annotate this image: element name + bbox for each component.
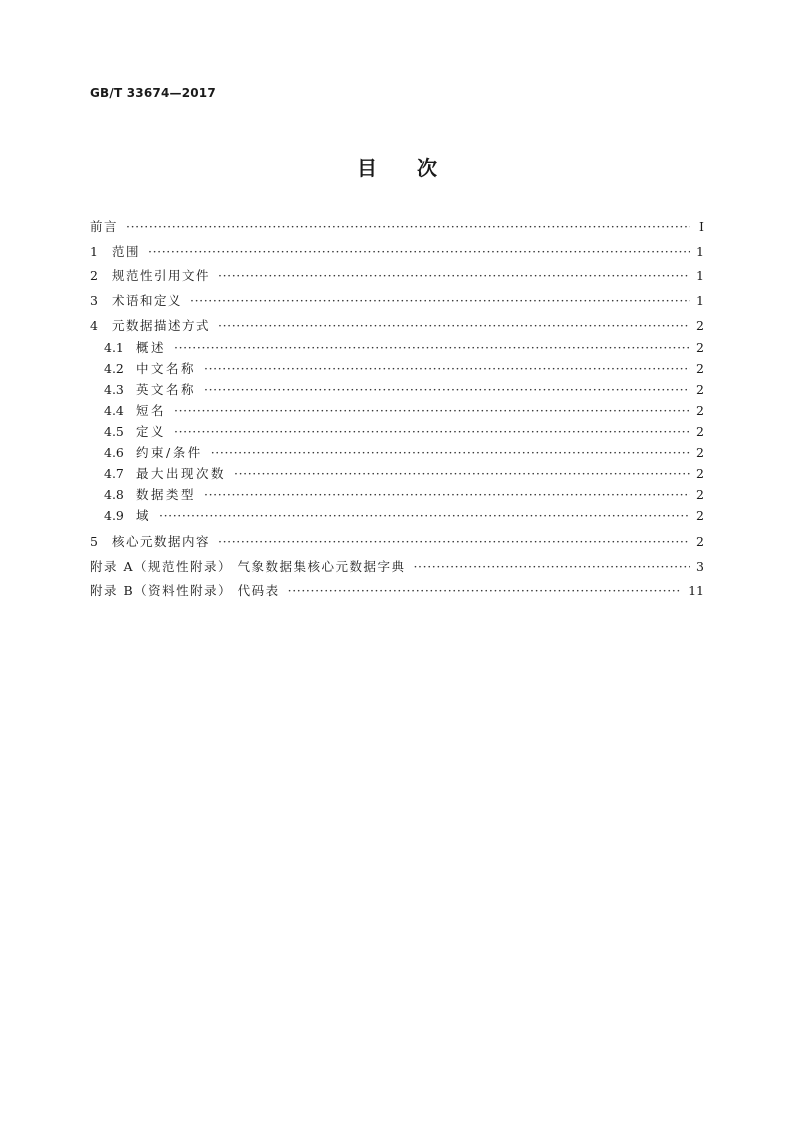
toc-number: 4.6 <box>104 444 124 460</box>
toc-page-number: 2 <box>696 317 704 333</box>
toc-entry-4[interactable] <box>90 314 704 339</box>
toc-label: 规范性引用文件 <box>112 268 211 284</box>
toc-entry-2[interactable] <box>90 264 704 289</box>
toc-label: 定义 <box>136 424 167 439</box>
toc-number: 2 <box>90 268 98 284</box>
toc-entry-4-7[interactable] <box>90 464 704 485</box>
toc-entry-5[interactable] <box>90 530 704 555</box>
toc-page-number: 2 <box>696 486 704 502</box>
toc-label: 概述 <box>136 340 167 356</box>
dot-leader <box>234 464 690 485</box>
toc-page-number: 1 <box>696 268 704 284</box>
toc-page-number: 2 <box>696 361 704 377</box>
toc-page-number: 2 <box>696 465 704 481</box>
toc-entry-4-9[interactable] <box>90 506 704 527</box>
toc-entry-appendix-b[interactable] <box>90 579 704 604</box>
toc-number: 4.1 <box>104 340 124 356</box>
toc-number: 4 <box>90 317 98 333</box>
toc-entry-4-5[interactable] <box>90 422 704 443</box>
toc-entry-3[interactable] <box>90 289 704 314</box>
dot-leader <box>148 240 690 265</box>
toc-label: 元数据描述方式 <box>112 317 211 333</box>
dot-leader <box>211 443 690 464</box>
dot-leader <box>218 530 690 555</box>
toc-number: 4.5 <box>104 424 124 439</box>
toc-page-number: 2 <box>696 340 704 356</box>
toc-number: 5 <box>90 533 98 549</box>
toc-page-number: 2 <box>696 382 704 398</box>
page-title: 目次 <box>357 156 477 180</box>
toc-page-number: 2 <box>696 507 704 523</box>
dot-leader <box>218 264 690 289</box>
toc-page-number: 11 <box>688 583 704 599</box>
toc-number: 1 <box>90 243 98 259</box>
toc-label: 最大出现次数 <box>136 465 227 481</box>
dot-leader <box>204 485 690 506</box>
dot-leader <box>204 359 690 380</box>
toc-number: 4.7 <box>104 465 124 481</box>
toc-number: 4.3 <box>104 382 124 398</box>
table-of-contents <box>90 215 704 604</box>
dot-leader <box>190 289 690 314</box>
dot-leader <box>288 579 682 604</box>
toc-label: 核心元数据内容 <box>112 533 211 549</box>
toc-label: 附录 A（规范性附录） 气象数据集核心元数据字典 <box>90 558 406 574</box>
toc-entry-4-8[interactable] <box>90 485 704 506</box>
toc-page-number: 2 <box>696 444 704 460</box>
toc-entry-1[interactable] <box>90 240 704 265</box>
toc-page-number: 2 <box>696 424 704 439</box>
toc-page-number: I <box>699 219 704 234</box>
toc-label: 数据类型 <box>136 486 197 502</box>
toc-entry-4-2[interactable] <box>90 359 704 380</box>
dot-leader <box>126 215 690 240</box>
dot-leader <box>204 380 690 401</box>
toc-entry-appendix-a[interactable] <box>90 555 704 580</box>
toc-entry-4-3[interactable] <box>90 380 704 401</box>
toc-entry-4-1[interactable] <box>90 338 704 359</box>
toc-entry-4-6[interactable] <box>90 443 704 464</box>
dot-leader <box>174 401 690 422</box>
toc-label: 短名 <box>136 403 167 419</box>
toc-page-number: 1 <box>696 293 704 309</box>
toc-number: 4.8 <box>104 486 124 502</box>
toc-entry-4-4[interactable] <box>90 401 704 422</box>
toc-label: 前言 <box>90 219 119 234</box>
toc-label: 术语和定义 <box>112 293 183 309</box>
toc-label: 附录 B（资料性附录） 代码表 <box>90 583 280 599</box>
dot-leader <box>218 314 690 339</box>
toc-label: 英文名称 <box>136 382 197 398</box>
toc-page-number: 2 <box>696 533 704 549</box>
toc-number: 4.9 <box>104 507 124 523</box>
toc-label: 域 <box>136 507 152 523</box>
toc-page-number: 3 <box>696 558 704 574</box>
toc-number: 4.4 <box>104 403 124 419</box>
dot-leader <box>159 506 690 527</box>
toc-number: 3 <box>90 293 98 309</box>
standard-code: GB/T 33674—2017 <box>90 86 216 100</box>
dot-leader <box>413 555 690 580</box>
toc-label: 中文名称 <box>136 361 197 377</box>
toc-page-number: 1 <box>696 243 704 259</box>
dot-leader <box>174 422 690 443</box>
toc-label: 范围 <box>112 243 141 259</box>
dot-leader <box>174 338 690 359</box>
toc-label: 约束/条件 <box>136 444 203 460</box>
toc-page-number: 2 <box>696 403 704 419</box>
toc-entry-preface[interactable] <box>90 215 704 240</box>
toc-number: 4.2 <box>104 361 124 377</box>
